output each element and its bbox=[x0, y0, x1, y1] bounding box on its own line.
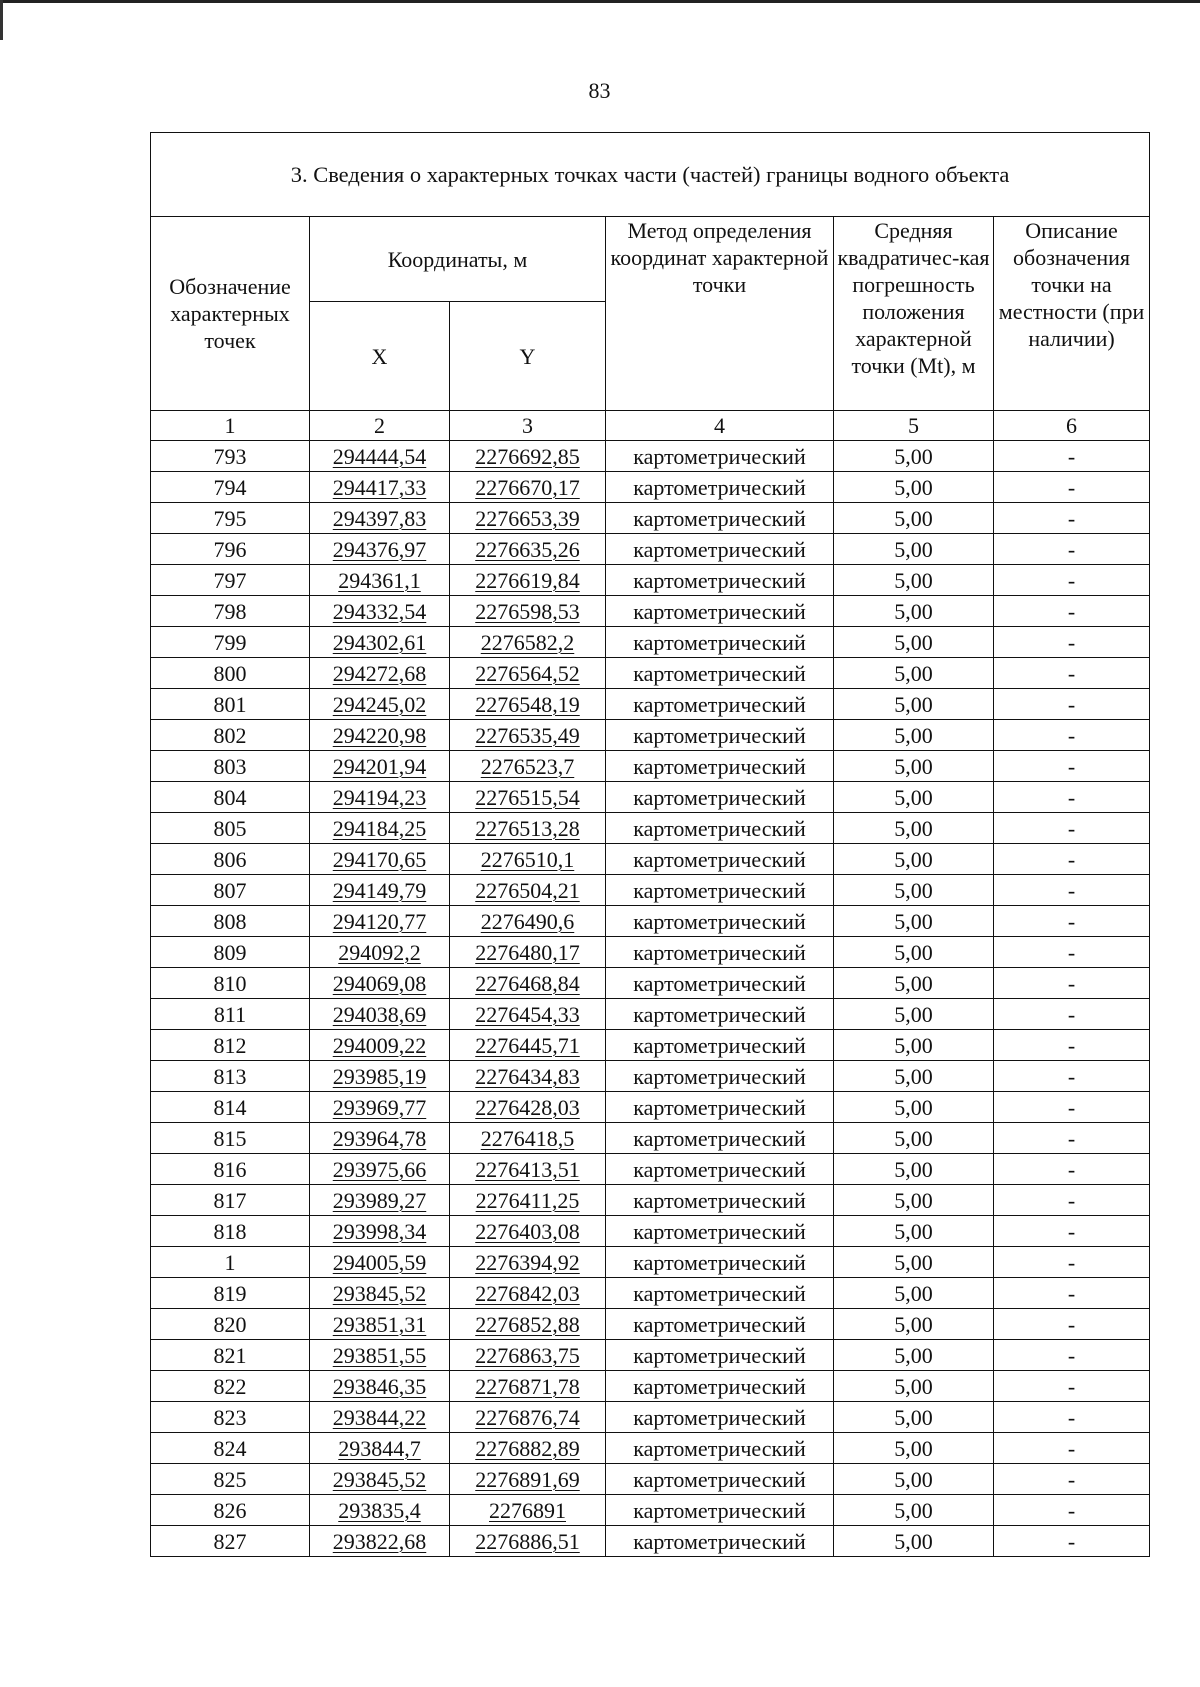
cell-point: 813 bbox=[151, 1061, 310, 1092]
cell-y: 2276515,54 bbox=[450, 782, 606, 813]
cell-point: 798 bbox=[151, 596, 310, 627]
cell-x: 293835,4 bbox=[310, 1495, 450, 1526]
cell-y: 2276598,53 bbox=[450, 596, 606, 627]
cell-point: 824 bbox=[151, 1433, 310, 1464]
cell-y: 2276394,92 bbox=[450, 1247, 606, 1278]
cell-y: 2276523,7 bbox=[450, 751, 606, 782]
cell-method: картометрический bbox=[606, 1092, 834, 1123]
table-row bbox=[151, 875, 1150, 906]
cell-error: 5,00 bbox=[834, 534, 994, 565]
cell-y: 2276882,89 bbox=[450, 1433, 606, 1464]
cell-point: 794 bbox=[151, 472, 310, 503]
cell-description: - bbox=[994, 968, 1150, 999]
cell-error: 5,00 bbox=[834, 1185, 994, 1216]
cell-y: 2276871,78 bbox=[450, 1371, 606, 1402]
cell-x: 293845,52 bbox=[310, 1464, 450, 1495]
cell-method: картометрический bbox=[606, 1247, 834, 1278]
cell-y: 2276411,25 bbox=[450, 1185, 606, 1216]
cell-y: 2276692,85 bbox=[450, 441, 606, 472]
table-row bbox=[151, 751, 1150, 782]
cell-point: 810 bbox=[151, 968, 310, 999]
header-point-designation: Обозначение характерных точек bbox=[151, 217, 310, 411]
table-row bbox=[151, 1247, 1150, 1278]
cell-y: 2276468,84 bbox=[450, 968, 606, 999]
cell-method: картометрический bbox=[606, 1154, 834, 1185]
cell-description: - bbox=[994, 1092, 1150, 1123]
cell-y: 2276445,71 bbox=[450, 1030, 606, 1061]
table-row bbox=[151, 1309, 1150, 1340]
cell-x: 293851,55 bbox=[310, 1340, 450, 1371]
cell-point: 823 bbox=[151, 1402, 310, 1433]
cell-point: 827 bbox=[151, 1526, 310, 1557]
cell-error: 5,00 bbox=[834, 1030, 994, 1061]
table-row bbox=[151, 1154, 1150, 1185]
column-number: 6 bbox=[994, 411, 1150, 441]
cell-y: 2276653,39 bbox=[450, 503, 606, 534]
cell-y: 2276635,26 bbox=[450, 534, 606, 565]
cell-description: - bbox=[994, 1154, 1150, 1185]
cell-method: картометрический bbox=[606, 472, 834, 503]
cell-point: 809 bbox=[151, 937, 310, 968]
table-row bbox=[151, 1216, 1150, 1247]
cell-method: картометрический bbox=[606, 1309, 834, 1340]
cell-method: картометрический bbox=[606, 565, 834, 596]
cell-error: 5,00 bbox=[834, 1092, 994, 1123]
section-title: 3. Сведения о характерных точках части (частей) границы водного объекта bbox=[151, 133, 1150, 217]
cell-point: 812 bbox=[151, 1030, 310, 1061]
cell-y: 2276886,51 bbox=[450, 1526, 606, 1557]
cell-point: 821 bbox=[151, 1340, 310, 1371]
cell-y: 2276891 bbox=[450, 1495, 606, 1526]
cell-method: картометрический bbox=[606, 1433, 834, 1464]
cell-point: 825 bbox=[151, 1464, 310, 1495]
cell-point: 805 bbox=[151, 813, 310, 844]
table-row bbox=[151, 1371, 1150, 1402]
table-row bbox=[151, 1030, 1150, 1061]
cell-error: 5,00 bbox=[834, 999, 994, 1030]
cell-point: 807 bbox=[151, 875, 310, 906]
cell-y: 2276418,5 bbox=[450, 1123, 606, 1154]
cell-error: 5,00 bbox=[834, 906, 994, 937]
cell-error: 5,00 bbox=[834, 1371, 994, 1402]
cell-description: - bbox=[994, 1216, 1150, 1247]
cell-description: - bbox=[994, 782, 1150, 813]
cell-x: 293844,7 bbox=[310, 1433, 450, 1464]
cell-y: 2276413,51 bbox=[450, 1154, 606, 1185]
cell-error: 5,00 bbox=[834, 689, 994, 720]
cell-error: 5,00 bbox=[834, 813, 994, 844]
table-row bbox=[151, 1464, 1150, 1495]
cell-error: 5,00 bbox=[834, 472, 994, 503]
cell-point: 803 bbox=[151, 751, 310, 782]
cell-description: - bbox=[994, 1402, 1150, 1433]
cell-method: картометрический bbox=[606, 844, 834, 875]
table-row bbox=[151, 906, 1150, 937]
cell-error: 5,00 bbox=[834, 1216, 994, 1247]
cell-point: 1 bbox=[151, 1247, 310, 1278]
cell-method: картометрический bbox=[606, 813, 834, 844]
cell-point: 817 bbox=[151, 1185, 310, 1216]
column-number: 5 bbox=[834, 411, 994, 441]
cell-method: картометрический bbox=[606, 968, 834, 999]
table-row bbox=[151, 1278, 1150, 1309]
cell-method: картометрический bbox=[606, 782, 834, 813]
cell-y: 2276510,1 bbox=[450, 844, 606, 875]
cell-description: - bbox=[994, 844, 1150, 875]
cell-method: картометрический bbox=[606, 1123, 834, 1154]
cell-y: 2276548,19 bbox=[450, 689, 606, 720]
page-number bbox=[0, 78, 1200, 104]
table-row bbox=[151, 441, 1150, 472]
cell-point: 814 bbox=[151, 1092, 310, 1123]
cell-point: 819 bbox=[151, 1278, 310, 1309]
cell-method: картометрический bbox=[606, 720, 834, 751]
cell-error: 5,00 bbox=[834, 441, 994, 472]
cell-x: 294149,79 bbox=[310, 875, 450, 906]
cell-x: 294397,83 bbox=[310, 503, 450, 534]
cell-description: - bbox=[994, 1433, 1150, 1464]
cell-x: 294184,25 bbox=[310, 813, 450, 844]
cell-y: 2276490,6 bbox=[450, 906, 606, 937]
cell-x: 293846,35 bbox=[310, 1371, 450, 1402]
page-number-text: 83 bbox=[588, 78, 611, 103]
cell-error: 5,00 bbox=[834, 1061, 994, 1092]
cell-point: 795 bbox=[151, 503, 310, 534]
cell-description: - bbox=[994, 1371, 1150, 1402]
cell-error: 5,00 bbox=[834, 968, 994, 999]
scan-edge-top bbox=[0, 0, 1200, 3]
cell-x: 293969,77 bbox=[310, 1092, 450, 1123]
cell-description: - bbox=[994, 1526, 1150, 1557]
cell-x: 294417,33 bbox=[310, 472, 450, 503]
cell-error: 5,00 bbox=[834, 627, 994, 658]
cell-y: 2276852,88 bbox=[450, 1309, 606, 1340]
cell-error: 5,00 bbox=[834, 565, 994, 596]
cell-y: 2276582,2 bbox=[450, 627, 606, 658]
cell-method: картометрический bbox=[606, 875, 834, 906]
cell-point: 811 bbox=[151, 999, 310, 1030]
table-row bbox=[151, 999, 1150, 1030]
column-number-row bbox=[151, 411, 1150, 441]
cell-point: 816 bbox=[151, 1154, 310, 1185]
cell-point: 799 bbox=[151, 627, 310, 658]
table-row bbox=[151, 1433, 1150, 1464]
cell-description: - bbox=[994, 875, 1150, 906]
header-y: Y bbox=[450, 302, 606, 411]
cell-description: - bbox=[994, 565, 1150, 596]
table-row bbox=[151, 596, 1150, 627]
cell-description: - bbox=[994, 1061, 1150, 1092]
cell-error: 5,00 bbox=[834, 658, 994, 689]
cell-y: 2276619,84 bbox=[450, 565, 606, 596]
cell-x: 294302,61 bbox=[310, 627, 450, 658]
cell-x: 294272,68 bbox=[310, 658, 450, 689]
cell-description: - bbox=[994, 813, 1150, 844]
table-row bbox=[151, 1495, 1150, 1526]
table-row bbox=[151, 658, 1150, 689]
cell-error: 5,00 bbox=[834, 720, 994, 751]
cell-description: - bbox=[994, 1247, 1150, 1278]
cell-x: 294220,98 bbox=[310, 720, 450, 751]
cell-y: 2276454,33 bbox=[450, 999, 606, 1030]
cell-y: 2276434,83 bbox=[450, 1061, 606, 1092]
cell-method: картометрический bbox=[606, 658, 834, 689]
cell-error: 5,00 bbox=[834, 596, 994, 627]
cell-y: 2276670,17 bbox=[450, 472, 606, 503]
table-row bbox=[151, 472, 1150, 503]
header-x: X bbox=[310, 302, 450, 411]
scan-edge-left bbox=[0, 0, 3, 40]
cell-point: 802 bbox=[151, 720, 310, 751]
cell-y: 2276876,74 bbox=[450, 1402, 606, 1433]
table-row bbox=[151, 565, 1150, 596]
cell-error: 5,00 bbox=[834, 1433, 994, 1464]
cell-x: 294170,65 bbox=[310, 844, 450, 875]
cell-x: 294005,59 bbox=[310, 1247, 450, 1278]
cell-description: - bbox=[994, 906, 1150, 937]
cell-method: картометрический bbox=[606, 1402, 834, 1433]
cell-description: - bbox=[994, 1030, 1150, 1061]
cell-error: 5,00 bbox=[834, 1309, 994, 1340]
cell-description: - bbox=[994, 999, 1150, 1030]
table-row bbox=[151, 1340, 1150, 1371]
cell-method: картометрический bbox=[606, 596, 834, 627]
cell-error: 5,00 bbox=[834, 1526, 994, 1557]
cell-description: - bbox=[994, 534, 1150, 565]
header-error: Средняя квадратичес-кая погрешность положения характерной точки (Mt), м bbox=[834, 217, 994, 411]
header-description: Описание обозначения точки на местности (при наличии) bbox=[994, 217, 1150, 411]
cell-error: 5,00 bbox=[834, 1154, 994, 1185]
cell-method: картометрический bbox=[606, 1216, 834, 1247]
cell-error: 5,00 bbox=[834, 751, 994, 782]
cell-point: 806 bbox=[151, 844, 310, 875]
cell-x: 293985,19 bbox=[310, 1061, 450, 1092]
cell-y: 2276535,49 bbox=[450, 720, 606, 751]
column-number: 3 bbox=[450, 411, 606, 441]
cell-error: 5,00 bbox=[834, 782, 994, 813]
cell-y: 2276891,69 bbox=[450, 1464, 606, 1495]
cell-point: 801 bbox=[151, 689, 310, 720]
cell-method: картометрический bbox=[606, 1185, 834, 1216]
cell-method: картометрический bbox=[606, 906, 834, 937]
cell-x: 294009,22 bbox=[310, 1030, 450, 1061]
column-number: 2 bbox=[310, 411, 450, 441]
cell-x: 293845,52 bbox=[310, 1278, 450, 1309]
column-number: 1 bbox=[151, 411, 310, 441]
cell-error: 5,00 bbox=[834, 1123, 994, 1154]
cell-description: - bbox=[994, 720, 1150, 751]
cell-y: 2276564,52 bbox=[450, 658, 606, 689]
table-row bbox=[151, 1092, 1150, 1123]
cell-point: 815 bbox=[151, 1123, 310, 1154]
caption-row bbox=[151, 133, 1150, 217]
cell-x: 294361,1 bbox=[310, 565, 450, 596]
cell-point: 793 bbox=[151, 441, 310, 472]
cell-description: - bbox=[994, 1340, 1150, 1371]
cell-x: 294444,54 bbox=[310, 441, 450, 472]
cell-method: картометрический bbox=[606, 1526, 834, 1557]
cell-x: 293822,68 bbox=[310, 1526, 450, 1557]
table-row bbox=[151, 1185, 1150, 1216]
table-row bbox=[151, 937, 1150, 968]
cell-error: 5,00 bbox=[834, 875, 994, 906]
cell-method: картометрический bbox=[606, 1278, 834, 1309]
cell-description: - bbox=[994, 1309, 1150, 1340]
cell-description: - bbox=[994, 503, 1150, 534]
cell-y: 2276403,08 bbox=[450, 1216, 606, 1247]
cell-description: - bbox=[994, 1185, 1150, 1216]
cell-description: - bbox=[994, 1278, 1150, 1309]
cell-method: картометрический bbox=[606, 1371, 834, 1402]
cell-y: 2276504,21 bbox=[450, 875, 606, 906]
table-row bbox=[151, 1526, 1150, 1557]
cell-y: 2276428,03 bbox=[450, 1092, 606, 1123]
table-row bbox=[151, 1402, 1150, 1433]
cell-description: - bbox=[994, 596, 1150, 627]
cell-description: - bbox=[994, 1464, 1150, 1495]
cell-description: - bbox=[994, 627, 1150, 658]
cell-error: 5,00 bbox=[834, 1495, 994, 1526]
column-number: 4 bbox=[606, 411, 834, 441]
cell-y: 2276842,03 bbox=[450, 1278, 606, 1309]
cell-point: 818 bbox=[151, 1216, 310, 1247]
table-row bbox=[151, 689, 1150, 720]
cell-x: 293998,34 bbox=[310, 1216, 450, 1247]
cell-method: картометрический bbox=[606, 627, 834, 658]
cell-description: - bbox=[994, 472, 1150, 503]
cell-method: картометрический bbox=[606, 1061, 834, 1092]
table-row bbox=[151, 1061, 1150, 1092]
cell-point: 796 bbox=[151, 534, 310, 565]
cell-error: 5,00 bbox=[834, 1278, 994, 1309]
cell-description: - bbox=[994, 1495, 1150, 1526]
cell-error: 5,00 bbox=[834, 1402, 994, 1433]
cell-description: - bbox=[994, 937, 1150, 968]
cell-point: 826 bbox=[151, 1495, 310, 1526]
cell-point: 800 bbox=[151, 658, 310, 689]
cell-description: - bbox=[994, 441, 1150, 472]
cell-error: 5,00 bbox=[834, 937, 994, 968]
table-row bbox=[151, 627, 1150, 658]
cell-method: картометрический bbox=[606, 689, 834, 720]
cell-method: картометрический bbox=[606, 441, 834, 472]
cell-x: 294092,2 bbox=[310, 937, 450, 968]
header-method: Метод определения координат характерной точки bbox=[606, 217, 834, 411]
header-row-top bbox=[151, 217, 1150, 302]
cell-x: 294245,02 bbox=[310, 689, 450, 720]
cell-method: картометрический bbox=[606, 503, 834, 534]
cell-x: 293851,31 bbox=[310, 1309, 450, 1340]
table-row bbox=[151, 534, 1150, 565]
cell-error: 5,00 bbox=[834, 1247, 994, 1278]
coordinates-table bbox=[150, 132, 1150, 1557]
cell-point: 804 bbox=[151, 782, 310, 813]
table-row bbox=[151, 782, 1150, 813]
cell-method: картометрический bbox=[606, 1030, 834, 1061]
cell-x: 294194,23 bbox=[310, 782, 450, 813]
cell-description: - bbox=[994, 658, 1150, 689]
cell-method: картометрический bbox=[606, 534, 834, 565]
cell-x: 294332,54 bbox=[310, 596, 450, 627]
cell-description: - bbox=[994, 751, 1150, 782]
cell-description: - bbox=[994, 1123, 1150, 1154]
cell-error: 5,00 bbox=[834, 1464, 994, 1495]
cell-method: картометрический bbox=[606, 1340, 834, 1371]
table-row bbox=[151, 720, 1150, 751]
cell-error: 5,00 bbox=[834, 503, 994, 534]
cell-x: 293975,66 bbox=[310, 1154, 450, 1185]
cell-x: 294069,08 bbox=[310, 968, 450, 999]
cell-method: картометрический bbox=[606, 751, 834, 782]
table-row bbox=[151, 1123, 1150, 1154]
cell-method: картометрический bbox=[606, 1495, 834, 1526]
cell-x: 294201,94 bbox=[310, 751, 450, 782]
cell-x: 293964,78 bbox=[310, 1123, 450, 1154]
cell-error: 5,00 bbox=[834, 844, 994, 875]
cell-error: 5,00 bbox=[834, 1340, 994, 1371]
table-row bbox=[151, 968, 1150, 999]
cell-x: 293844,22 bbox=[310, 1402, 450, 1433]
table-row bbox=[151, 844, 1150, 875]
cell-point: 797 bbox=[151, 565, 310, 596]
cell-x: 294038,69 bbox=[310, 999, 450, 1030]
cell-method: картометрический bbox=[606, 999, 834, 1030]
cell-x: 293989,27 bbox=[310, 1185, 450, 1216]
table-row bbox=[151, 813, 1150, 844]
cell-point: 820 bbox=[151, 1309, 310, 1340]
cell-method: картометрический bbox=[606, 1464, 834, 1495]
cell-y: 2276513,28 bbox=[450, 813, 606, 844]
table-row bbox=[151, 503, 1150, 534]
cell-x: 294120,77 bbox=[310, 906, 450, 937]
cell-y: 2276480,17 bbox=[450, 937, 606, 968]
cell-point: 822 bbox=[151, 1371, 310, 1402]
header-coordinates: Координаты, м bbox=[310, 217, 606, 302]
cell-point: 808 bbox=[151, 906, 310, 937]
cell-x: 294376,97 bbox=[310, 534, 450, 565]
cell-method: картометрический bbox=[606, 937, 834, 968]
cell-y: 2276863,75 bbox=[450, 1340, 606, 1371]
cell-description: - bbox=[994, 689, 1150, 720]
